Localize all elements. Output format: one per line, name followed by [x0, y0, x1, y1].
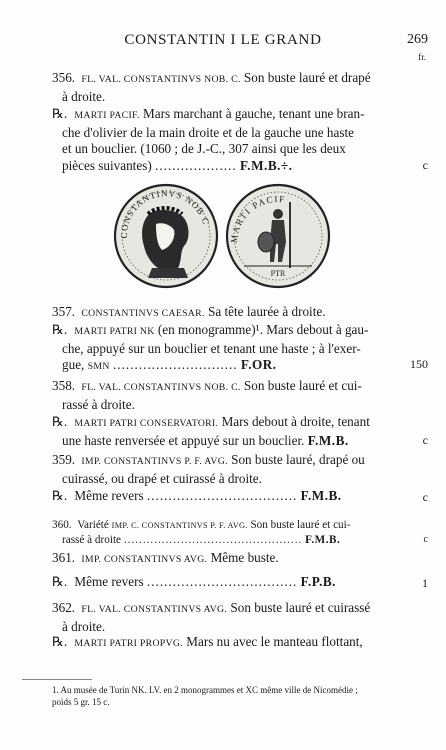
entry-line — [52, 125, 422, 142]
coin-legend: MARTI PATRI PROPVG. — [74, 638, 183, 649]
coin-reverse — [224, 182, 332, 290]
catalogue-entry — [52, 414, 422, 449]
catalogue-entry — [52, 452, 422, 487]
coin-illustration — [112, 182, 332, 290]
metal-size: F.OR. — [240, 357, 277, 373]
page-number: 269 — [407, 32, 428, 47]
reverse-exergue: PTR — [270, 269, 286, 278]
entry-line — [52, 141, 422, 158]
entry-line — [52, 322, 422, 341]
entry-number: 360. — [52, 519, 72, 531]
entry-number: 359. — [52, 452, 76, 467]
catalogue-entry — [52, 574, 422, 591]
entry-text: cuirassé, ou drapé et cuirassé à droite. — [62, 470, 262, 486]
catalogue-entry — [52, 70, 422, 105]
entry-text: Même buste. — [210, 550, 279, 565]
entry-number: 362. — [52, 600, 76, 615]
entry-line — [52, 357, 422, 376]
entry-line — [52, 414, 422, 433]
obverse-legend: CONSTANTINVS NOB C — [118, 188, 212, 239]
entry-text: Son buste lauré et cuirassé — [230, 600, 371, 615]
coin-legend: IMP. C. CONSTANTINVS P. F. AVG. — [111, 521, 248, 530]
entry-text: Son buste lauré et cui- — [250, 519, 351, 531]
footnote-rule — [22, 679, 92, 680]
entry-number: 361. — [52, 550, 76, 565]
reverse-symbol: ℞. — [52, 634, 68, 649]
rarity-value: c — [423, 534, 428, 546]
coin-legend: FL. VAL. CONSTANTINVS NOB. C. — [81, 74, 241, 85]
entry-line — [52, 518, 422, 533]
leader-dots: ............................. — [112, 357, 238, 373]
metal-size: F.M.B. — [300, 488, 342, 503]
reverse-legend: MARTI PACIF — [228, 193, 287, 244]
leader-dots: ................................... — [146, 488, 298, 503]
catalogue-entry — [52, 304, 422, 323]
page-header — [0, 32, 446, 62]
rarity-value: 150 — [410, 357, 428, 372]
entry-line — [52, 397, 422, 414]
reverse-symbol: ℞. — [52, 574, 68, 589]
entry-line — [52, 488, 422, 505]
entry-text: Même revers — [74, 574, 144, 589]
entry-line — [52, 341, 422, 358]
entry-number: 357. — [52, 304, 76, 319]
catalogue-entry — [52, 634, 422, 653]
rarity-value: c — [422, 432, 428, 447]
leader-dots: ............................................... — [123, 534, 303, 547]
coin-legend: IMP. CONSTANTINVS AVG. — [81, 554, 208, 565]
entry-number: 358. — [52, 378, 76, 393]
coin-legend: MARTI PACIF. — [74, 110, 140, 121]
leader-dots: ................... — [155, 157, 237, 173]
metal-size: F.P.B. — [300, 574, 336, 589]
entry-text: Variété — [77, 519, 109, 531]
running-title: CONSTANTIN I LE GRAND — [124, 32, 322, 48]
entry-text: à droite. — [62, 618, 106, 634]
entry-number: 356. — [52, 70, 76, 85]
entry-text: Son buste lauré et cui- — [243, 378, 362, 393]
metal-size: F.M.B. — [307, 432, 349, 448]
entry-text: Mars nu avec le manteau flottant, — [186, 634, 363, 649]
catalogue-entry — [52, 488, 422, 505]
entry-line — [52, 158, 422, 175]
entry-line — [52, 533, 422, 547]
coin-legend: MARTI PATRI NK — [74, 326, 155, 337]
entry-line — [52, 304, 422, 323]
rarity-value: c — [422, 490, 428, 504]
entry-line — [52, 574, 422, 591]
rarity-value: c — [422, 157, 428, 172]
coin-legend: FL. VAL. CONSTANTINVS NOB. C. — [81, 382, 241, 393]
entry-line — [52, 89, 422, 106]
entry-line — [52, 550, 422, 569]
entry-text: rassé à droite. — [62, 396, 135, 412]
entry-text: à droite. — [62, 88, 106, 104]
entry-line — [52, 378, 422, 397]
column-letter: fr. — [418, 52, 426, 62]
entry-text: Son buste lauré et drapé — [243, 70, 371, 85]
entry-line — [52, 433, 422, 450]
catalogue-entry — [52, 550, 422, 569]
coin-legend: FL. VAL. CONSTANTINVS AVG. — [81, 604, 228, 615]
footnote-line: poids 5 gr. 15 c. — [52, 697, 110, 707]
entry-text: pièces suivantes) — [62, 157, 152, 173]
entry-line — [52, 600, 422, 619]
catalogue-entry — [52, 106, 422, 174]
entry-line — [52, 106, 422, 125]
leader-dots: ................................... — [146, 574, 298, 589]
coin-legend: MARTI PATRI CONSERVATORI. — [74, 418, 219, 429]
catalogue-entry — [52, 600, 422, 635]
entry-text: che, appuyé sur un bouclier et tenant une haste ; à l'exer- — [62, 340, 361, 356]
coin-obverse — [112, 182, 220, 290]
reverse-symbol: ℞. — [52, 488, 68, 503]
footnote — [52, 684, 422, 708]
metal-size: F.M.B. — [305, 534, 341, 547]
reverse-symbol: ℞. — [52, 106, 68, 121]
entry-line — [52, 452, 422, 471]
entry-text: Même revers — [74, 488, 144, 503]
entry-line — [52, 70, 422, 89]
reverse-symbol: ℞. — [52, 322, 68, 337]
reverse-symbol: ℞. — [52, 414, 68, 429]
entry-text: Sa tête laurée à droite. — [208, 304, 326, 319]
metal-size: F.M.B.÷. — [239, 157, 293, 173]
entry-text: gue, — [62, 357, 85, 373]
catalogue-entry — [52, 322, 422, 376]
entry-text: rassé à droite — [62, 534, 122, 547]
entry-text: Son buste lauré, drapé ou — [231, 452, 365, 467]
entry-text: Mars marchant à gauche, tenant une bran- — [142, 106, 365, 121]
entry-text: une haste renversée et appuyé sur un bouclier. — [62, 432, 305, 448]
footnote-line: 1. Au musée de Turin NK. LV. en 2 monogrammes et XC même ville de Nicomédie ; — [52, 685, 358, 695]
coin-legend: CONSTANTINVS CAESAR. — [81, 308, 205, 319]
entry-line — [52, 471, 422, 488]
entry-line — [52, 634, 422, 653]
catalogue-entry — [52, 378, 422, 413]
exergue-mark: SMN — [87, 361, 110, 373]
entry-text: (en monogramme)¹. Mars debout à gau- — [157, 322, 369, 337]
entry-text: che d'olivier de la main droite et de la gauche une haste — [62, 124, 355, 140]
entry-line — [52, 619, 422, 636]
rarity-value: 1 — [422, 576, 428, 590]
catalogue-entry — [52, 518, 422, 548]
coin-legend: IMP. CONSTANTINVS P. F. AVG. — [81, 456, 228, 467]
entry-text: et un bouclier. (1060 ; de J.-C., 307 ainsi que les deux — [62, 141, 346, 157]
entry-text: Mars debout à droite, tenant — [221, 414, 370, 429]
